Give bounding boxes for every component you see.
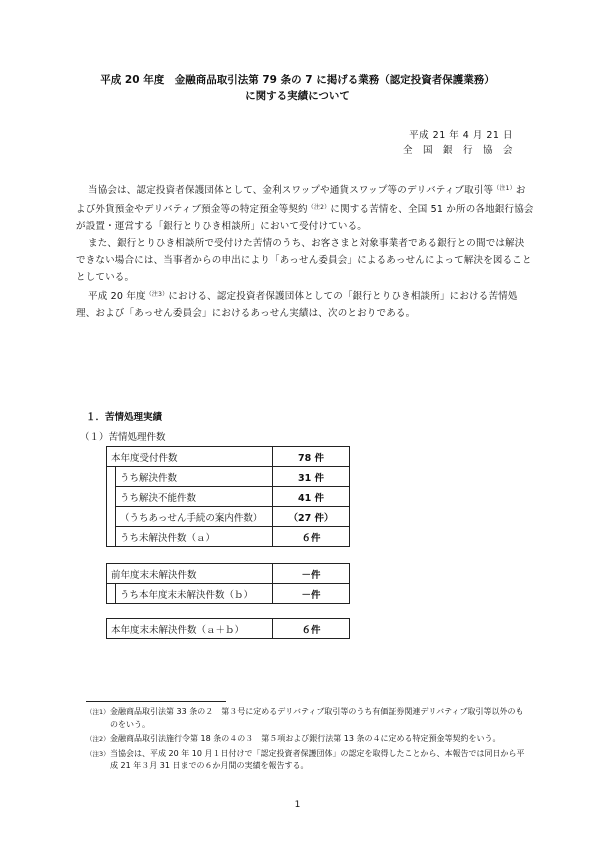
date-block [403,128,513,158]
row-value: －件 [273,584,350,604]
row-label: （うちあっせん手続の案内件数） [116,507,273,527]
note-ref-2: （注2） [307,204,331,211]
row-value: 31 件 [273,467,350,487]
table-row [107,619,350,639]
subsection-heading: （１）苦情処理件数 [80,432,166,443]
footnote-mark: （注3） [86,749,110,758]
row-label: 本年度末未解決件数（ａ＋ｂ） [107,619,273,639]
row-label: うち未解決件数（ａ） [116,527,273,547]
row-label: うち本年度末未解決件数（ｂ） [116,584,273,604]
table-row [107,487,350,507]
table-row [107,467,350,487]
row-value: －件 [273,564,350,584]
footnote-text: 当協会は、平成 20 年 10 月１日付けで「認定投資者保護団体」の認定を取得したことから、本報告では同日から平成 21 年３月 31 日までの６か月間の実績を報告する。 [110,748,525,770]
table-row [107,584,350,604]
complaint-count-table [106,446,350,547]
footnotes [86,706,526,775]
page-number: 1 [294,800,301,810]
table-row [107,507,350,527]
year-end-table [106,618,350,639]
footnote-divider [86,701,226,702]
body-text [76,180,534,322]
row-value: 41 件 [273,487,350,507]
row-label: 本年度受付件数 [107,447,273,467]
table-row [107,564,350,584]
issuing-organization: 全 国 銀 行 協 会 [402,145,513,156]
prior-year-table [106,563,350,604]
footnote [86,733,526,746]
row-value: 78 件 [273,447,350,467]
footnote-text: 金融商品取引法第 33 条の２ 第３号に定めるデリバティブ取引等のうち有価証券関連デリバティブ取引等以外のものをいう。 [110,707,524,729]
table-row [107,447,350,467]
paragraph-1: 当協会は、認定投資者保護団体として、金利スワップや通貨スワップ等のデリバティブ取引等$^{(注1)}$および外貨預金やデリバティブ預金等の特定預金等契約$^{(注2)}$に関する苦情を、全国 51 か所の各地銀行協会が設置・運営する「銀行とりひき相談所」において受付けている。 [76,185,534,232]
note-ref-1: （注1） [493,185,516,192]
issue-date: 平成 21 年 4 月 21 日 [409,130,513,141]
row-label: 前年度末未解決件数 [107,564,273,584]
title-line-2: に関する実績について [245,90,350,102]
footnote-mark: （注2） [86,735,110,743]
table-row [107,527,350,547]
document-title [40,72,555,104]
paragraph-2: また、銀行とりひき相談所で受付けた苦情のうち、お客さまと対象事業者である銀行との間では解決できない場合には、当事者からの申出により「あっせん委員会」によるあっせんによって解決を図ることとしている。 [76,238,532,283]
section-heading: １．苦情処理実績 [86,412,163,423]
row-value: ６件 [273,619,350,639]
row-value: ６件 [273,527,350,547]
title-line-1: 平成 20 年度 金融商品取引法第 79 条の 7 に掲げる業務（認定投資者保護業務） [100,74,495,86]
footnote [86,748,526,773]
footnote-mark: （注1） [86,708,110,716]
footnote [86,706,526,731]
note-ref-3: （注3） [145,291,169,298]
footnote-text: 金融商品取引法施行令第 18 条の４の３ 第５項および銀行法第 13 条の４に定める特定預金等契約をいう。 [110,734,501,743]
paragraph-3: 平成 20 年度$^{(注3)}$における、認定投資者保護団体としての「銀行とりひき相談所」における苦情処理、および「あっせん委員会」におけるあっせん実績は、次のとおりである。 [76,291,518,319]
row-label: うち解決件数 [116,467,273,487]
row-value: （27 件） [273,507,350,527]
row-label: うち解決不能件数 [116,487,273,507]
